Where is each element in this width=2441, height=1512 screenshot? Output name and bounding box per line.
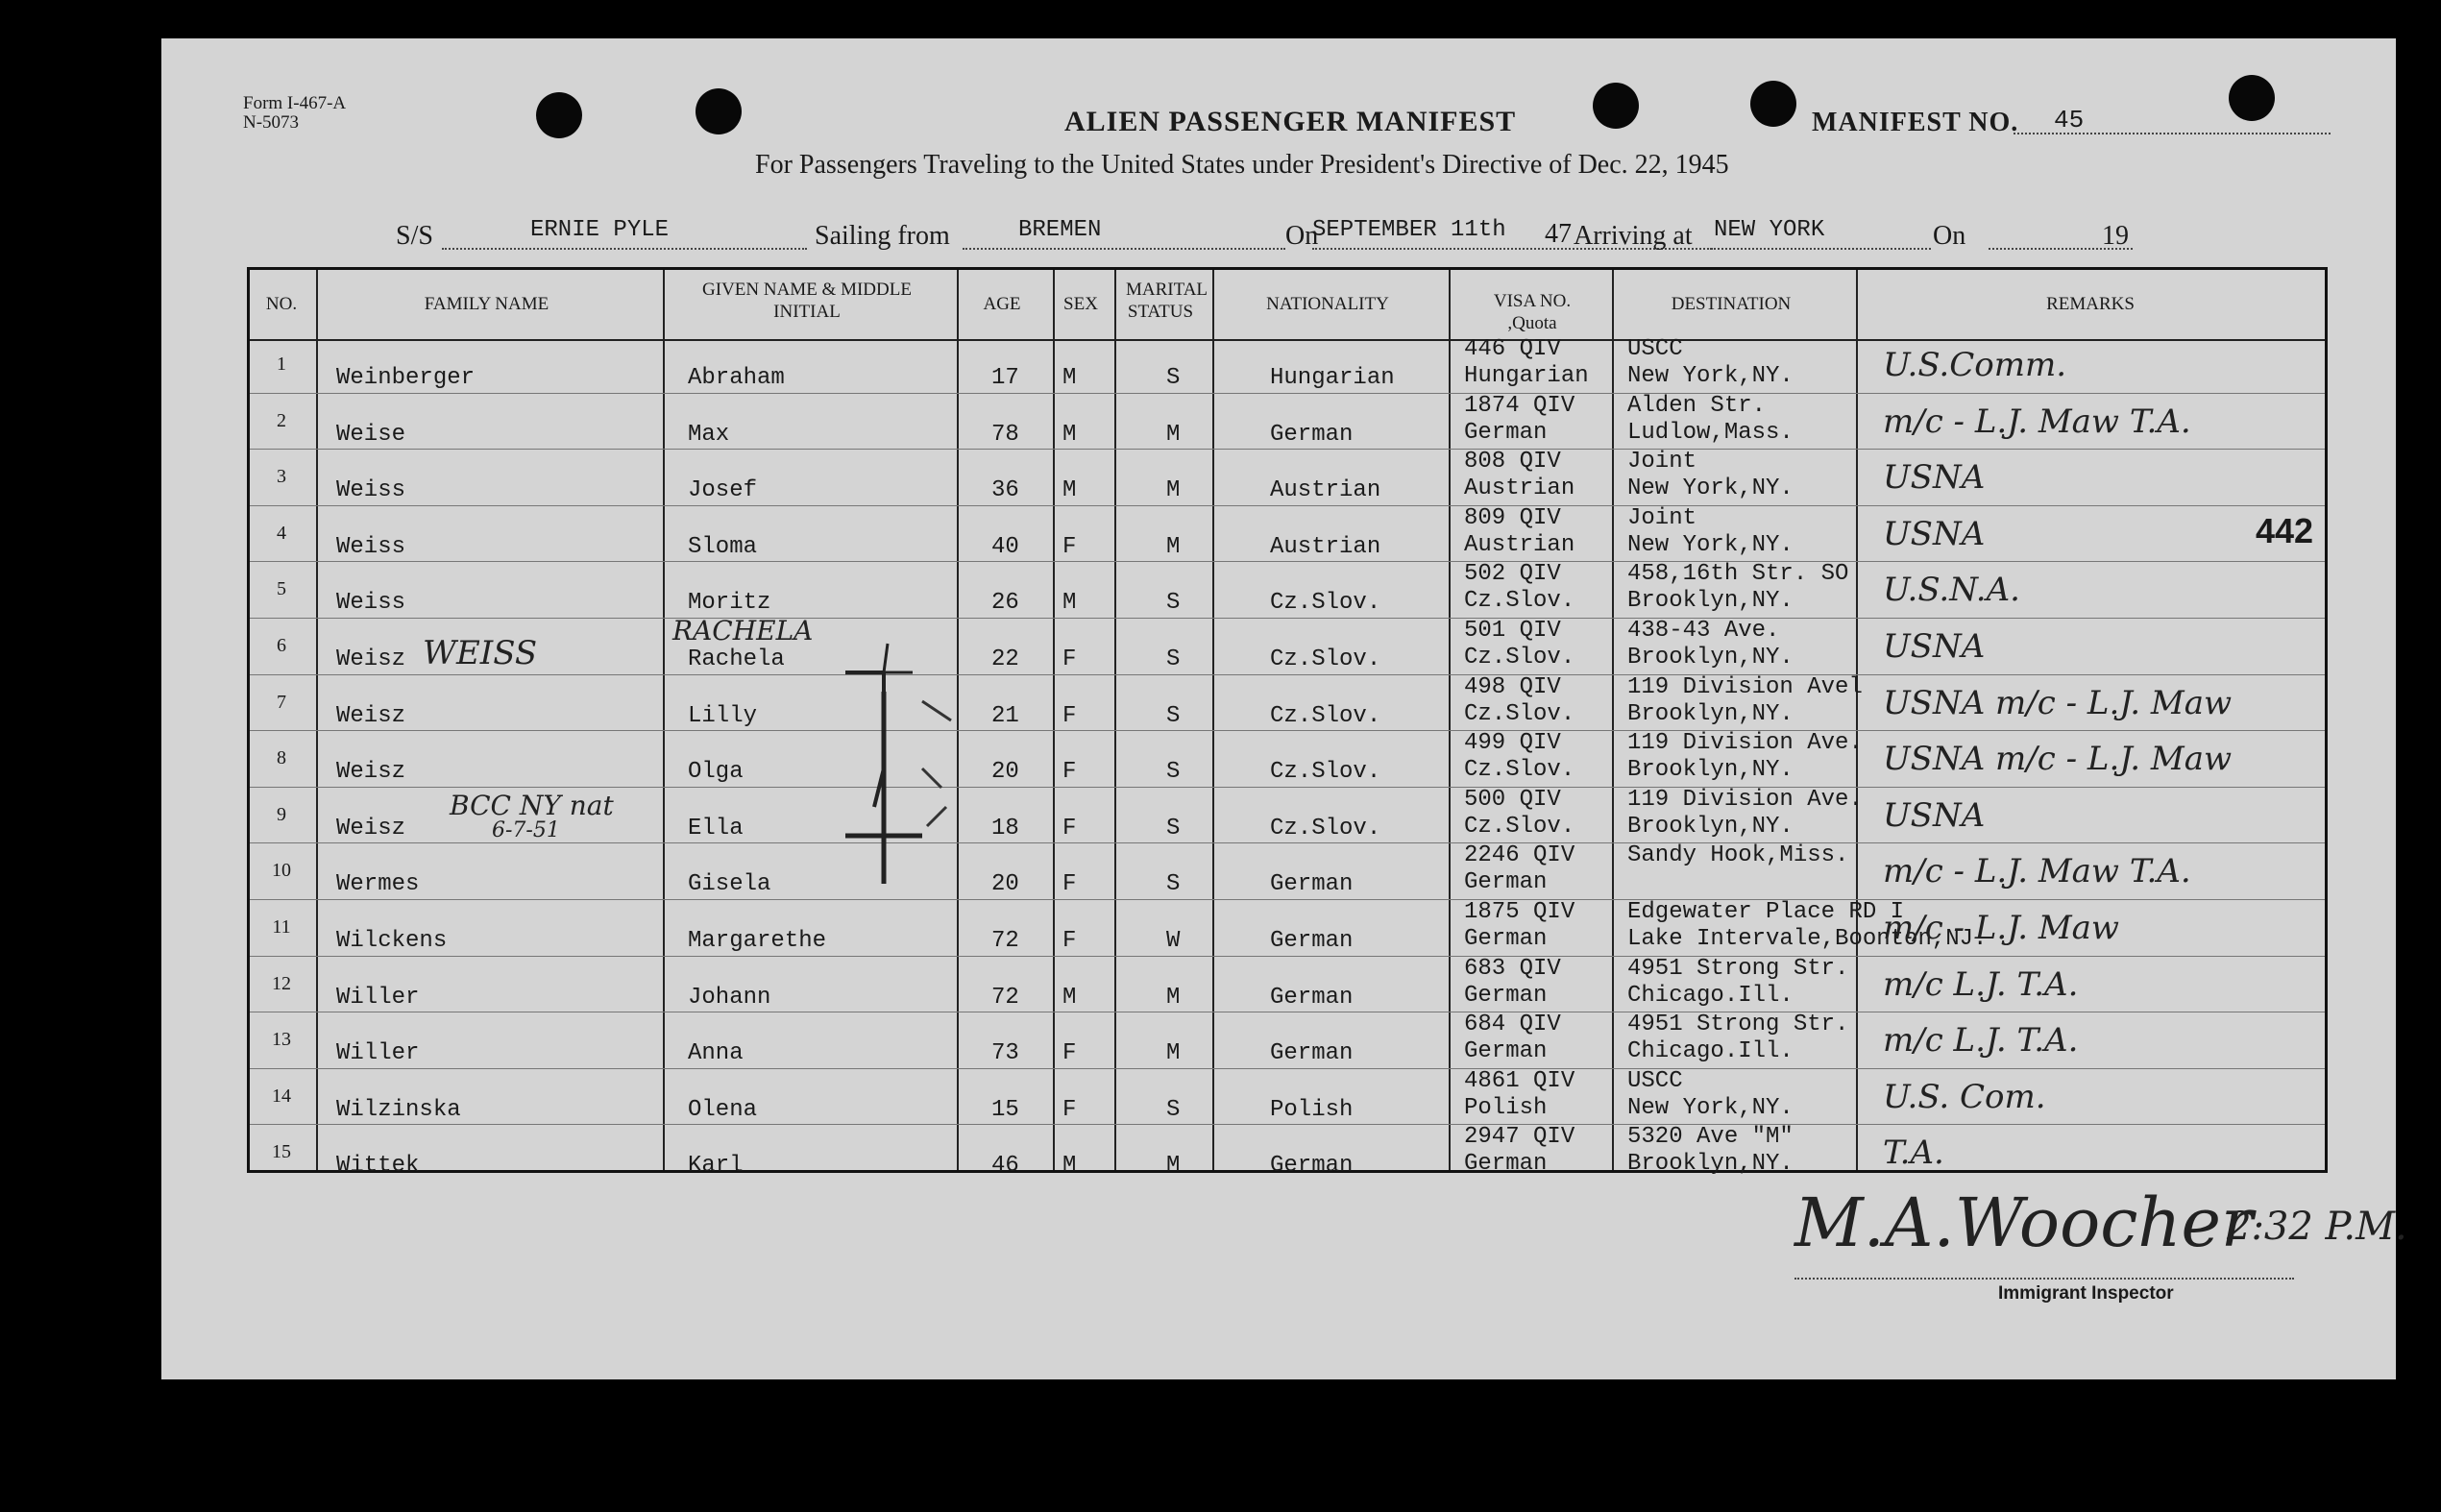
destination-line2: Brooklyn,NY. (1627, 813, 1794, 840)
row-divider (250, 899, 2325, 900)
family-name: Weisz (336, 759, 406, 786)
given-name: Gisela (688, 871, 771, 898)
col-header-given: GIVEN NAME & MIDDLE INITIAL (702, 280, 912, 322)
age: 18 (991, 815, 1019, 841)
row-number: 2 (277, 409, 286, 431)
weiss-correction: WEISS (423, 634, 538, 672)
col-header-nationality: NATIONALITY (1266, 294, 1389, 314)
marital-status: M (1166, 1153, 1181, 1180)
quota: Cz.Slov. (1464, 645, 1575, 671)
arriving-label: Arriving at (1574, 221, 1693, 251)
row-number: 14 (272, 1085, 291, 1107)
nationality: Austrian (1270, 533, 1381, 560)
destination-line1: 438-43 Ave. (1627, 618, 1780, 644)
col-header-no: NO. (265, 294, 298, 314)
destination-line2: Brooklyn,NY. (1627, 700, 1794, 727)
family-name: Weisz (336, 646, 406, 672)
sex: F (1062, 759, 1077, 786)
given-name: Ella (688, 815, 744, 841)
destination-line1: 4951 Strong Str. (1627, 1012, 1849, 1038)
bcc-note: BCC NY nat (450, 790, 614, 821)
destination-line1: USCC (1627, 1067, 1683, 1094)
given-name: Rachela (688, 646, 785, 672)
family-name: Wilckens (336, 928, 448, 954)
sailing-date: SEPTEMBER 11th (1312, 217, 1506, 243)
remarks: m/c L.J. T.A. (1883, 1021, 2079, 1061)
visa-number: 683 QIV (1464, 955, 1561, 982)
visa-number: 1874 QIV (1464, 392, 1575, 419)
family-name: Wittek (336, 1153, 420, 1180)
sex: F (1062, 533, 1077, 560)
col-header-sex: SEX (1063, 294, 1098, 314)
row-divider (250, 505, 2325, 506)
age: 78 (991, 421, 1019, 448)
visa-number: 446 QIV (1464, 336, 1561, 362)
family-name: Weiss (336, 533, 406, 560)
punch-hole (1593, 83, 1639, 129)
visa-number: 498 QIV (1464, 673, 1561, 700)
row-divider (250, 618, 2325, 619)
marital-status: W (1166, 928, 1181, 954)
family-name: Willer (336, 984, 420, 1011)
given-name: Josef (688, 477, 758, 504)
quota: German (1464, 1038, 1548, 1065)
given-name: Karl (688, 1153, 744, 1180)
marital-status: S (1166, 590, 1181, 617)
visa-number: 501 QIV (1464, 618, 1561, 644)
marital-status: M (1166, 533, 1181, 560)
destination-line2: Chicago.Ill. (1627, 982, 1794, 1009)
on-label: On (1285, 221, 1319, 251)
remarks: USNA (1883, 458, 1986, 498)
given-name: Olena (688, 1096, 758, 1123)
family-name: Willer (336, 1040, 420, 1067)
document-subtitle: For Passengers Traveling to the United States under President's Directive of Dec. 22, 1945 (755, 150, 1729, 180)
row-divider (250, 842, 2325, 843)
family-name: Weisz (336, 702, 406, 729)
destination-line2: New York,NY. (1627, 476, 1794, 502)
document-title: ALIEN PASSENGER MANIFEST (1064, 106, 1517, 137)
family-name: Weise (336, 421, 406, 448)
visa-number: 808 QIV (1464, 449, 1561, 476)
family-name: Wilzinska (336, 1096, 461, 1123)
destination-line1: 119 Division Ave. (1627, 786, 1863, 813)
destination-line1: 119 Division Avel (1627, 673, 1863, 700)
age: 72 (991, 928, 1019, 954)
time-note: 2:32 P.M. (2227, 1205, 2407, 1249)
family-name: Weisz (336, 815, 406, 841)
ss-label: S/S (396, 221, 433, 251)
col-header-family: FAMILY NAME (424, 294, 549, 314)
marital-status: S (1166, 1096, 1181, 1123)
marital-status: M (1166, 421, 1181, 448)
col-header-marital: MARITAL STATUS (1126, 280, 1208, 322)
quota: German (1464, 1151, 1548, 1178)
arrival-line (1710, 248, 1931, 250)
age: 17 (991, 365, 1019, 391)
sex: F (1062, 702, 1077, 729)
given-name: Lilly (688, 702, 758, 729)
age: 21 (991, 702, 1019, 729)
nationality: Cz.Slov. (1270, 646, 1381, 672)
sex: M (1062, 421, 1077, 448)
remarks: USNA (1883, 795, 1986, 835)
row-number: 11 (272, 916, 291, 938)
remarks: m/c - L.J. Maw T.A. (1883, 852, 2191, 891)
row-divider (250, 1124, 2325, 1125)
nationality: Cz.Slov. (1270, 590, 1381, 617)
sex: M (1062, 590, 1077, 617)
given-name: Moritz (688, 590, 771, 617)
nationality: Cz.Slov. (1270, 815, 1381, 841)
nationality: German (1270, 871, 1354, 898)
destination-line1: 458,16th Str. SO (1627, 561, 1849, 588)
family-name: Weinberger (336, 365, 476, 391)
quota: Hungarian (1464, 363, 1589, 389)
row-number: 12 (272, 972, 291, 994)
sex: F (1062, 1040, 1077, 1067)
sex: F (1062, 646, 1077, 672)
age: 72 (991, 984, 1019, 1011)
given-name: Margarethe (688, 928, 827, 954)
destination-line2: Brooklyn,NY. (1627, 757, 1794, 784)
punch-hole (1750, 81, 1796, 127)
row-divider (250, 449, 2325, 450)
destination-line1: Edgewater Place RD I (1627, 899, 1905, 925)
destination-line2: Lake Intervale,Boonton,NJ. (1627, 926, 1988, 952)
marital-status: S (1166, 365, 1181, 391)
destination-line1: Joint (1627, 449, 1697, 476)
rachela-correction: RACHELA (672, 615, 814, 646)
col-header-remarks: REMARKS (2046, 294, 2135, 314)
destination-line2: New York,NY. (1627, 1094, 1794, 1121)
destination-line2: Brooklyn,NY. (1627, 645, 1794, 671)
row-number: 15 (272, 1141, 291, 1163)
remarks: USNA m/c - L.J. Maw (1883, 740, 2233, 779)
inspector-signature: M.A.Woocher (1794, 1183, 2254, 1262)
on2-label: On (1933, 221, 1966, 251)
marital-status: S (1166, 871, 1181, 898)
quota: German (1464, 869, 1548, 896)
sex: M (1062, 477, 1077, 504)
family-name: Weiss (336, 477, 406, 504)
destination-line2: Brooklyn,NY. (1627, 1151, 1794, 1178)
given-name: Johann (688, 984, 771, 1011)
remarks: m/c L.J. T.A. (1883, 964, 2079, 1004)
marital-status: M (1166, 1040, 1181, 1067)
nationality: Polish (1270, 1096, 1354, 1123)
age: 40 (991, 533, 1019, 560)
nationality: Austrian (1270, 477, 1381, 504)
col-header-age: AGE (983, 294, 1021, 314)
destination-line2: New York,NY. (1627, 531, 1794, 558)
remarks: USNA (1883, 627, 1986, 666)
bcc-date: 6-7-51 (492, 818, 560, 842)
destination-line1: 5320 Ave "M" (1627, 1124, 1794, 1151)
marital-status: M (1166, 984, 1181, 1011)
visa-number: 2246 QIV (1464, 842, 1575, 869)
age: 73 (991, 1040, 1019, 1067)
sailing-label: Sailing from (815, 221, 950, 251)
quota: Austrian (1464, 531, 1575, 558)
row-number: 6 (277, 635, 286, 656)
age: 20 (991, 871, 1019, 898)
row-divider (250, 1068, 2325, 1069)
row-divider (250, 956, 2325, 957)
quota: Cz.Slov. (1464, 757, 1575, 784)
ship-name: ERNIE PYLE (530, 217, 670, 243)
row-divider (250, 787, 2325, 788)
destination-line2: Chicago.Ill. (1627, 1038, 1794, 1065)
nationality: Cz.Slov. (1270, 702, 1381, 729)
given-name: Olga (688, 759, 744, 786)
nationality: Cz.Slov. (1270, 759, 1381, 786)
remarks: U.S. Com. (1883, 1077, 2046, 1116)
visa-number: 1875 QIV (1464, 899, 1575, 925)
age: 36 (991, 477, 1019, 504)
marital-status: S (1166, 702, 1181, 729)
quota: German (1464, 982, 1548, 1009)
visa-number: 502 QIV (1464, 561, 1561, 588)
family-name: Wermes (336, 871, 420, 898)
given-name: Max (688, 421, 730, 448)
nationality: German (1270, 1040, 1354, 1067)
quota: Cz.Slov. (1464, 588, 1575, 615)
row-number: 7 (277, 691, 286, 713)
quota: German (1464, 926, 1548, 952)
age: 26 (991, 590, 1019, 617)
quota: German (1464, 419, 1548, 446)
remarks: m/c - L.J. Maw T.A. (1883, 402, 2191, 441)
row-number: 1 (277, 354, 286, 375)
given-name: Abraham (688, 365, 785, 391)
remarks: USNA (1883, 514, 1986, 553)
nationality: Hungarian (1270, 365, 1395, 391)
sex: F (1062, 1096, 1077, 1123)
quota: Cz.Slov. (1464, 813, 1575, 840)
destination-line2: New York,NY. (1627, 363, 1794, 389)
nationality: German (1270, 1153, 1354, 1180)
departure-port: BREMEN (1018, 217, 1102, 243)
marital-status: S (1166, 759, 1181, 786)
manifest-number-label: MANIFEST NO. (1812, 108, 2019, 137)
destination-line1: USCC (1627, 336, 1683, 362)
destination-line1: Sandy Hook,Miss. (1627, 842, 1849, 869)
marital-status: S (1166, 815, 1181, 841)
port-line (963, 248, 1285, 250)
remarks: USNA m/c - L.J. Maw (1883, 683, 2233, 722)
age: 46 (991, 1153, 1019, 1180)
punch-hole (536, 92, 582, 138)
nationality: German (1270, 984, 1354, 1011)
marital-status: M (1166, 477, 1181, 504)
arrival-port: NEW YORK (1714, 217, 1825, 243)
row-number: 4 (277, 522, 286, 544)
visa-number: 2947 QIV (1464, 1124, 1575, 1151)
row-number: 10 (272, 860, 291, 882)
row-divider (250, 561, 2325, 562)
form-code: N-5073 (243, 112, 300, 133)
quota: Austrian (1464, 476, 1575, 502)
row-number: 9 (277, 803, 286, 825)
row-number: 13 (272, 1029, 291, 1051)
sex: F (1062, 928, 1077, 954)
destination-line1: 4951 Strong Str. (1627, 955, 1849, 982)
punch-hole (2229, 75, 2275, 121)
visa-number: 499 QIV (1464, 730, 1561, 757)
sex: M (1062, 365, 1077, 391)
age: 22 (991, 646, 1019, 672)
nationality: German (1270, 421, 1354, 448)
ship-line (442, 248, 807, 250)
sex: M (1062, 1153, 1077, 1180)
punch-hole (696, 88, 742, 134)
remarks: T.A. (1883, 1134, 1944, 1173)
row-divider (250, 393, 2325, 394)
remarks: U.S.Comm. (1883, 346, 2067, 384)
destination-line1: 119 Division Ave. (1627, 730, 1863, 757)
col-header-destination: DESTINATION (1671, 294, 1792, 314)
visa-number: 4861 QIV (1464, 1067, 1575, 1094)
given-name: Anna (688, 1040, 744, 1067)
visa-number: 809 QIV (1464, 504, 1561, 531)
sex: F (1062, 815, 1077, 841)
given-name: Sloma (688, 533, 758, 560)
age: 15 (991, 1096, 1019, 1123)
marital-status: S (1166, 646, 1181, 672)
remarks: U.S.N.A. (1883, 571, 2020, 610)
signature-line (1794, 1278, 2294, 1280)
row-divider (250, 730, 2325, 731)
row-number: 5 (277, 578, 286, 600)
manifest-number: 45 (2054, 106, 2085, 134)
nationality: German (1270, 928, 1354, 954)
destination-line2: Ludlow,Mass. (1627, 419, 1794, 446)
arrival-year: 19 (2102, 221, 2129, 251)
visa-number: 684 QIV (1464, 1012, 1561, 1038)
col-header-visa: VISA NO. ,Quota (1493, 291, 1572, 333)
destination-line1: Joint (1627, 504, 1697, 531)
form-number: Form I-467-A (243, 93, 347, 113)
row-divider (250, 674, 2325, 675)
stamp-number: 442 (2256, 511, 2314, 550)
sex: F (1062, 871, 1077, 898)
bracket-marks (826, 615, 1018, 884)
row-number: 8 (277, 747, 286, 769)
sex: M (1062, 984, 1077, 1011)
quota: Polish (1464, 1094, 1548, 1121)
age: 20 (991, 759, 1019, 786)
visa-number: 500 QIV (1464, 786, 1561, 813)
family-name: Weiss (336, 590, 406, 617)
destination-line1: Alden Str. (1627, 392, 1767, 419)
sailing-year: 47 (1545, 219, 1572, 249)
remarks: m/c - L.J. Maw (1883, 909, 2120, 947)
row-number: 3 (277, 466, 286, 488)
destination-line2: Brooklyn,NY. (1627, 588, 1794, 615)
inspector-label: Immigrant Inspector (1998, 1283, 2174, 1304)
quota: Cz.Slov. (1464, 700, 1575, 727)
